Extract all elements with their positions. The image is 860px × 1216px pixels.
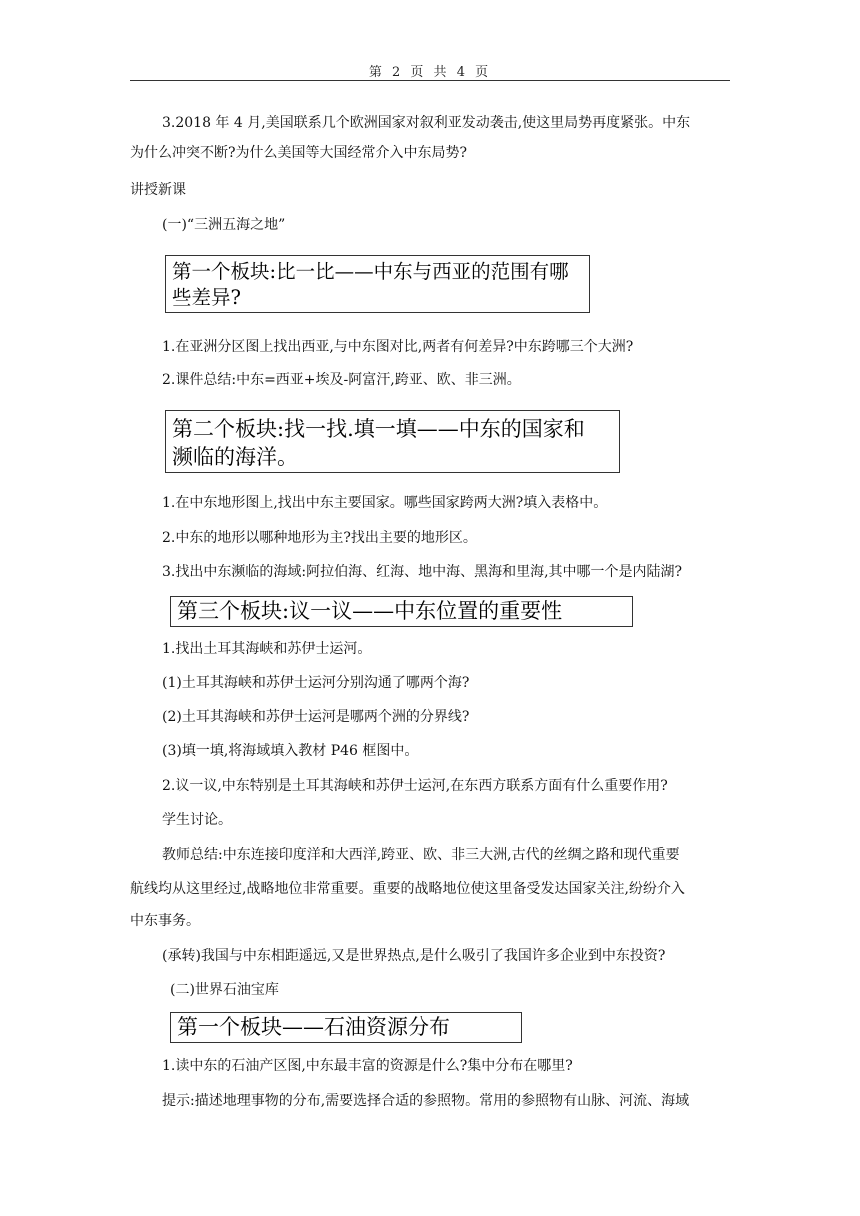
question-3-line-1: 3.2018 年 4 月,美国联系几个欧洲国家对叙利亚发动袭击,使这里局势再度紧张。中东 [162, 115, 691, 131]
section-2-heading: (二)世界石油宝库 [170, 982, 279, 998]
teacher-summary-line-3: 中东事务。 [130, 913, 200, 929]
block-1-item-2: 2.课件总结:中东=西亚+埃及-阿富汗,跨亚、欧、非三洲。 [162, 372, 521, 388]
block-3-sub-2: (2)土耳其海峡和苏伊士运河是哪两个洲的分界线? [162, 709, 470, 725]
header-divider [130, 80, 730, 81]
section-2-block-1-title-box [170, 1012, 522, 1043]
block-3-sub-3: (3)填一填,将海域填入教材 P46 框图中。 [162, 743, 419, 759]
section-2-block-1-title: 第一个板块——石油资源分布 [177, 1015, 450, 1039]
block-2-title-box [165, 410, 620, 473]
block-1-title-line-2: 些差异? [172, 286, 241, 309]
block-2-item-1: 1.在中东地形图上,找出中东主要国家。哪些国家跨两大洲?填入表格中。 [162, 495, 608, 511]
block-3-item-2: 2.议一议,中东特别是土耳其海峡和苏伊士运河,在东西方联系方面有什么重要作用? [162, 778, 668, 794]
block-1-item-1: 1.在亚洲分区图上找出西亚,与中东图对比,两者有何差异?中东跨哪三个大洲? [162, 339, 634, 355]
teacher-summary-line-1: 教师总结:中东连接印度洋和大西洋,跨亚、欧、非三大洲,古代的丝绸之路和现代重要 [162, 847, 680, 863]
page-number: 第 2 页 共 4 页 [368, 65, 492, 80]
section-1-heading: (一)“三洲五海之地” [162, 217, 286, 233]
section-2-item-1: 1.读中东的石油产区图,中东最丰富的资源是什么?集中分布在哪里? [162, 1058, 573, 1074]
student-discussion: 学生讨论。 [162, 812, 232, 828]
block-3-item-1: 1.找出土耳其海峡和苏伊士运河。 [162, 641, 372, 657]
new-lesson-heading: 讲授新课 [130, 182, 186, 198]
block-2-item-3: 3.找出中东濒临的海域:阿拉伯海、红海、地中海、黑海和里海,其中哪一个是内陆湖? [162, 564, 683, 580]
question-3-line-2: 为什么冲突不断?为什么美国等大国经常介入中东局势? [130, 145, 468, 161]
block-3-title-box [170, 596, 633, 627]
transition-text: (承转)我国与中东相距遥远,又是世界热点,是什么吸引了我国许多企业到中东投资? [162, 948, 666, 964]
block-2-title-line-2: 濒临的海洋。 [172, 445, 298, 469]
block-2-item-2: 2.中东的地形以哪种地形为主?找出主要的地形区。 [162, 530, 477, 546]
block-1-title-box [165, 255, 590, 313]
block-3-sub-1: (1)土耳其海峡和苏伊士运河分别沟通了哪两个海? [162, 675, 470, 691]
section-2-hint: 提示:描述地理事物的分布,需要选择合适的参照物。常用的参照物有山脉、河流、海域 [162, 1093, 690, 1109]
teacher-summary-line-2: 航线均从这里经过,战略地位非常重要。重要的战略地位使这里备受发达国家关注,纷纷介入 [130, 881, 685, 897]
block-2-title-line-1: 第二个板块:找一找.填一填——中东的国家和 [172, 417, 585, 441]
block-1-title-line-1: 第一个板块:比一比——中东与西亚的范围有哪 [172, 260, 569, 283]
block-3-title: 第三个板块:议一议——中东位置的重要性 [177, 599, 563, 623]
